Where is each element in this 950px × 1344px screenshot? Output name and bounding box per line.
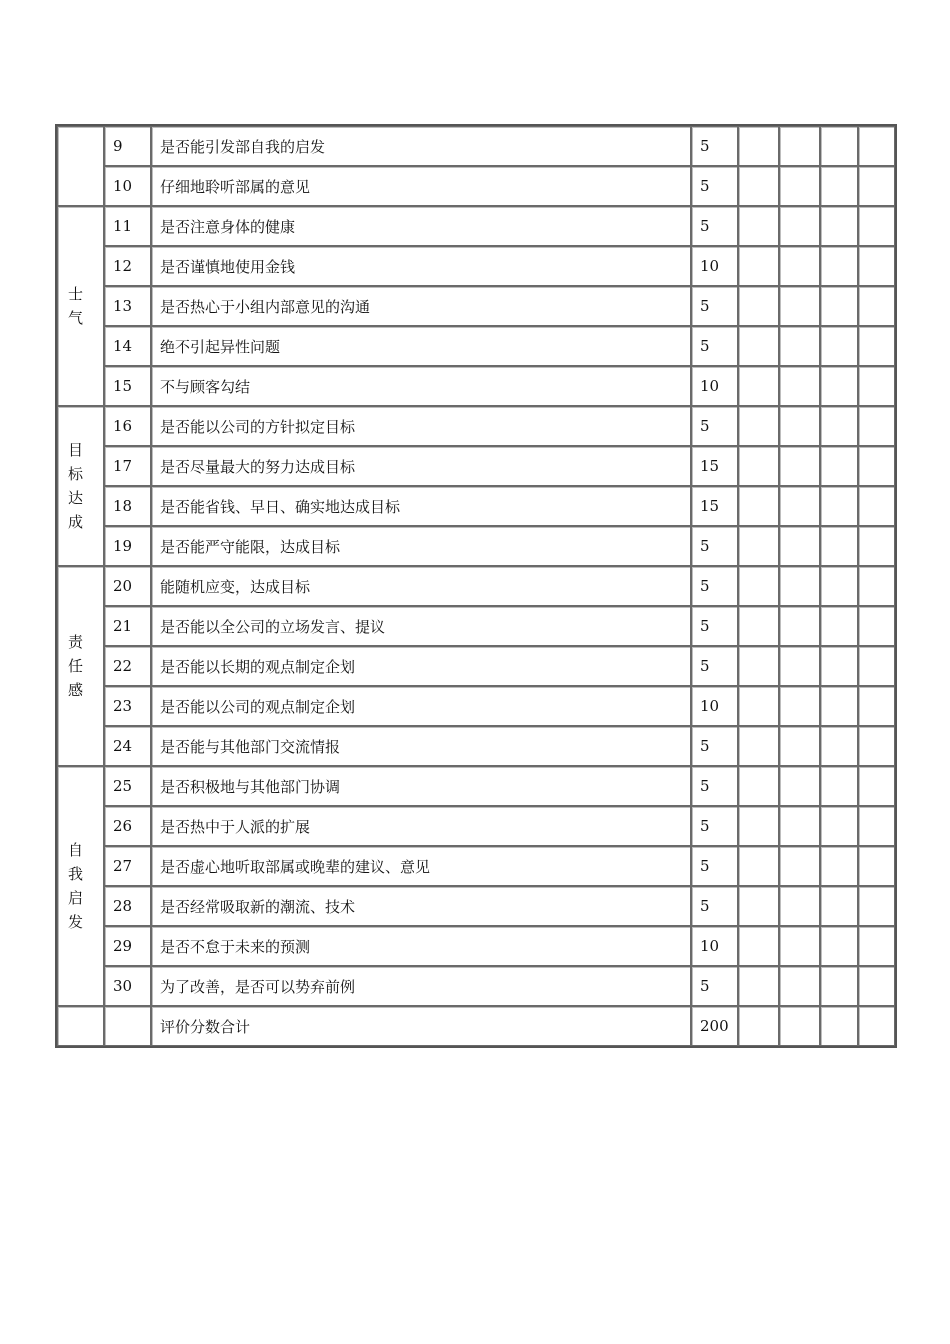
rating-cell-2	[779, 126, 820, 166]
evaluation-table	[55, 124, 897, 1048]
rating-cell-3	[820, 806, 858, 846]
rating-cell-4	[858, 166, 895, 206]
rating-cell-2	[779, 166, 820, 206]
category-cell	[57, 766, 104, 1006]
item-description: 为了改善，是否可以势弃前例	[151, 966, 691, 1006]
rating-cell-1	[738, 926, 779, 966]
table-row	[57, 366, 895, 406]
item-score: 5	[691, 526, 738, 566]
rating-cell-4	[858, 766, 895, 806]
category-label: 自我启发	[68, 841, 84, 931]
item-description: 是否尽量最大的努力达成目标	[151, 446, 691, 486]
rating-cell-3	[820, 926, 858, 966]
table-row	[57, 486, 895, 526]
item-description: 是否能以公司的观点制定企划	[151, 686, 691, 726]
rating-cell-2	[779, 766, 820, 806]
rating-cell-1	[738, 806, 779, 846]
item-number: 24	[104, 726, 151, 766]
item-description: 绝不引起异性问题	[151, 326, 691, 366]
rating-cell-3	[820, 206, 858, 246]
category-cell	[57, 126, 104, 206]
item-score: 10	[691, 926, 738, 966]
rating-cell-4	[858, 446, 895, 486]
item-description: 是否能省钱、早日、确实地达成目标	[151, 486, 691, 526]
total-number-blank	[104, 1006, 151, 1046]
item-number: 29	[104, 926, 151, 966]
rating-cell-4	[858, 246, 895, 286]
item-number: 12	[104, 246, 151, 286]
rating-cell-2	[779, 366, 820, 406]
rating-cell-2	[779, 286, 820, 326]
rating-cell-3	[820, 166, 858, 206]
rating-cell-1	[738, 966, 779, 1006]
item-score: 5	[691, 406, 738, 446]
rating-cell-3	[820, 526, 858, 566]
rating-cell-1	[738, 326, 779, 366]
rating-cell-1	[738, 526, 779, 566]
item-description: 是否能以全公司的立场发言、提议	[151, 606, 691, 646]
item-description: 是否热中于人派的扩展	[151, 806, 691, 846]
rating-cell-3	[820, 286, 858, 326]
category-cell	[57, 206, 104, 406]
item-description: 是否虚心地听取部属或晚辈的建议、意见	[151, 846, 691, 886]
item-score: 15	[691, 486, 738, 526]
rating-cell-4	[858, 1006, 895, 1046]
table-row	[57, 606, 895, 646]
rating-cell-1	[738, 686, 779, 726]
rating-cell-1	[738, 606, 779, 646]
item-score: 5	[691, 126, 738, 166]
item-description: 是否热心于小组内部意见的沟通	[151, 286, 691, 326]
table-row	[57, 846, 895, 886]
item-number: 19	[104, 526, 151, 566]
rating-cell-3	[820, 566, 858, 606]
item-description: 是否能严守能限，达成目标	[151, 526, 691, 566]
item-score: 5	[691, 886, 738, 926]
rating-cell-3	[820, 1006, 858, 1046]
table-row	[57, 766, 895, 806]
rating-cell-2	[779, 1006, 820, 1046]
item-description: 是否注意身体的健康	[151, 206, 691, 246]
item-number: 9	[104, 126, 151, 166]
item-score: 5	[691, 166, 738, 206]
item-description: 是否经常吸取新的潮流、技术	[151, 886, 691, 926]
rating-cell-4	[858, 566, 895, 606]
table-row	[57, 966, 895, 1006]
item-description: 是否积极地与其他部门协调	[151, 766, 691, 806]
table-row	[57, 246, 895, 286]
table-row	[57, 166, 895, 206]
item-description: 是否能以公司的方针拟定目标	[151, 406, 691, 446]
rating-cell-3	[820, 126, 858, 166]
table-row	[57, 446, 895, 486]
rating-cell-4	[858, 406, 895, 446]
item-description: 不与顾客勾结	[151, 366, 691, 406]
rating-cell-1	[738, 366, 779, 406]
item-score: 5	[691, 286, 738, 326]
rating-cell-2	[779, 326, 820, 366]
item-score: 5	[691, 726, 738, 766]
rating-cell-4	[858, 206, 895, 246]
rating-cell-4	[858, 806, 895, 846]
item-score: 10	[691, 686, 738, 726]
item-number: 10	[104, 166, 151, 206]
item-number: 13	[104, 286, 151, 326]
item-number: 20	[104, 566, 151, 606]
rating-cell-2	[779, 446, 820, 486]
table-body	[57, 126, 895, 1046]
rating-cell-3	[820, 406, 858, 446]
rating-cell-2	[779, 566, 820, 606]
category-cell	[57, 406, 104, 566]
item-description: 能随机应变，达成目标	[151, 566, 691, 606]
item-number: 27	[104, 846, 151, 886]
category-label: 士气	[68, 285, 84, 327]
item-number: 25	[104, 766, 151, 806]
category-label: 责任感	[68, 633, 84, 699]
item-number: 15	[104, 366, 151, 406]
rating-cell-2	[779, 606, 820, 646]
rating-cell-3	[820, 646, 858, 686]
rating-cell-4	[858, 326, 895, 366]
rating-cell-4	[858, 486, 895, 526]
total-score: 200	[691, 1006, 738, 1046]
item-number: 18	[104, 486, 151, 526]
item-score: 5	[691, 806, 738, 846]
rating-cell-3	[820, 326, 858, 366]
total-category-blank	[57, 1006, 104, 1046]
rating-cell-3	[820, 486, 858, 526]
item-score: 5	[691, 646, 738, 686]
rating-cell-2	[779, 886, 820, 926]
rating-cell-1	[738, 646, 779, 686]
total-label: 评价分数合计	[151, 1006, 691, 1046]
table-row	[57, 806, 895, 846]
rating-cell-3	[820, 246, 858, 286]
item-description: 是否能以长期的观点制定企划	[151, 646, 691, 686]
table-row	[57, 926, 895, 966]
rating-cell-4	[858, 966, 895, 1006]
item-number: 26	[104, 806, 151, 846]
rating-cell-2	[779, 526, 820, 566]
rating-cell-4	[858, 126, 895, 166]
item-score: 10	[691, 246, 738, 286]
total-row	[57, 1006, 895, 1046]
item-number: 16	[104, 406, 151, 446]
category-label: 目标达成	[68, 441, 84, 531]
rating-cell-4	[858, 526, 895, 566]
item-score: 5	[691, 766, 738, 806]
rating-cell-4	[858, 366, 895, 406]
table-row	[57, 326, 895, 366]
rating-cell-4	[858, 646, 895, 686]
table-row	[57, 126, 895, 166]
table-row	[57, 646, 895, 686]
rating-cell-2	[779, 206, 820, 246]
rating-cell-1	[738, 406, 779, 446]
category-cell	[57, 566, 104, 766]
rating-cell-1	[738, 166, 779, 206]
item-score: 5	[691, 606, 738, 646]
rating-cell-2	[779, 966, 820, 1006]
item-score: 5	[691, 846, 738, 886]
rating-cell-1	[738, 206, 779, 246]
item-number: 17	[104, 446, 151, 486]
rating-cell-3	[820, 846, 858, 886]
rating-cell-3	[820, 606, 858, 646]
table-row	[57, 886, 895, 926]
rating-cell-1	[738, 246, 779, 286]
table-row	[57, 406, 895, 446]
rating-cell-2	[779, 486, 820, 526]
rating-cell-4	[858, 726, 895, 766]
rating-cell-2	[779, 246, 820, 286]
item-score: 5	[691, 566, 738, 606]
rating-cell-1	[738, 766, 779, 806]
item-number: 22	[104, 646, 151, 686]
rating-cell-4	[858, 846, 895, 886]
table-row	[57, 726, 895, 766]
item-number: 30	[104, 966, 151, 1006]
rating-cell-3	[820, 966, 858, 1006]
rating-cell-1	[738, 126, 779, 166]
rating-cell-3	[820, 886, 858, 926]
item-score: 15	[691, 446, 738, 486]
rating-cell-3	[820, 766, 858, 806]
rating-cell-2	[779, 846, 820, 886]
item-score: 5	[691, 326, 738, 366]
item-description: 是否能引发部自我的启发	[151, 126, 691, 166]
rating-cell-2	[779, 406, 820, 446]
rating-cell-3	[820, 726, 858, 766]
item-number: 23	[104, 686, 151, 726]
rating-cell-1	[738, 846, 779, 886]
rating-cell-3	[820, 686, 858, 726]
item-number: 11	[104, 206, 151, 246]
rating-cell-4	[858, 606, 895, 646]
item-score: 5	[691, 206, 738, 246]
table-row	[57, 686, 895, 726]
rating-cell-1	[738, 286, 779, 326]
item-number: 28	[104, 886, 151, 926]
item-description: 是否能与其他部门交流情报	[151, 726, 691, 766]
item-number: 21	[104, 606, 151, 646]
rating-cell-4	[858, 926, 895, 966]
table-row	[57, 526, 895, 566]
rating-cell-1	[738, 566, 779, 606]
item-description: 仔细地聆听部属的意见	[151, 166, 691, 206]
rating-cell-1	[738, 1006, 779, 1046]
item-score: 5	[691, 966, 738, 1006]
rating-cell-1	[738, 446, 779, 486]
rating-cell-2	[779, 806, 820, 846]
rating-cell-3	[820, 366, 858, 406]
item-description: 是否不怠于未来的预测	[151, 926, 691, 966]
rating-cell-3	[820, 446, 858, 486]
rating-cell-2	[779, 686, 820, 726]
item-number: 14	[104, 326, 151, 366]
rating-cell-4	[858, 686, 895, 726]
item-description: 是否谨慎地使用金钱	[151, 246, 691, 286]
rating-cell-2	[779, 726, 820, 766]
table-row	[57, 206, 895, 246]
table-row	[57, 566, 895, 606]
rating-cell-4	[858, 886, 895, 926]
rating-cell-1	[738, 726, 779, 766]
rating-cell-1	[738, 486, 779, 526]
rating-cell-2	[779, 646, 820, 686]
rating-cell-2	[779, 926, 820, 966]
rating-cell-1	[738, 886, 779, 926]
table-row	[57, 286, 895, 326]
item-score: 10	[691, 366, 738, 406]
rating-cell-4	[858, 286, 895, 326]
